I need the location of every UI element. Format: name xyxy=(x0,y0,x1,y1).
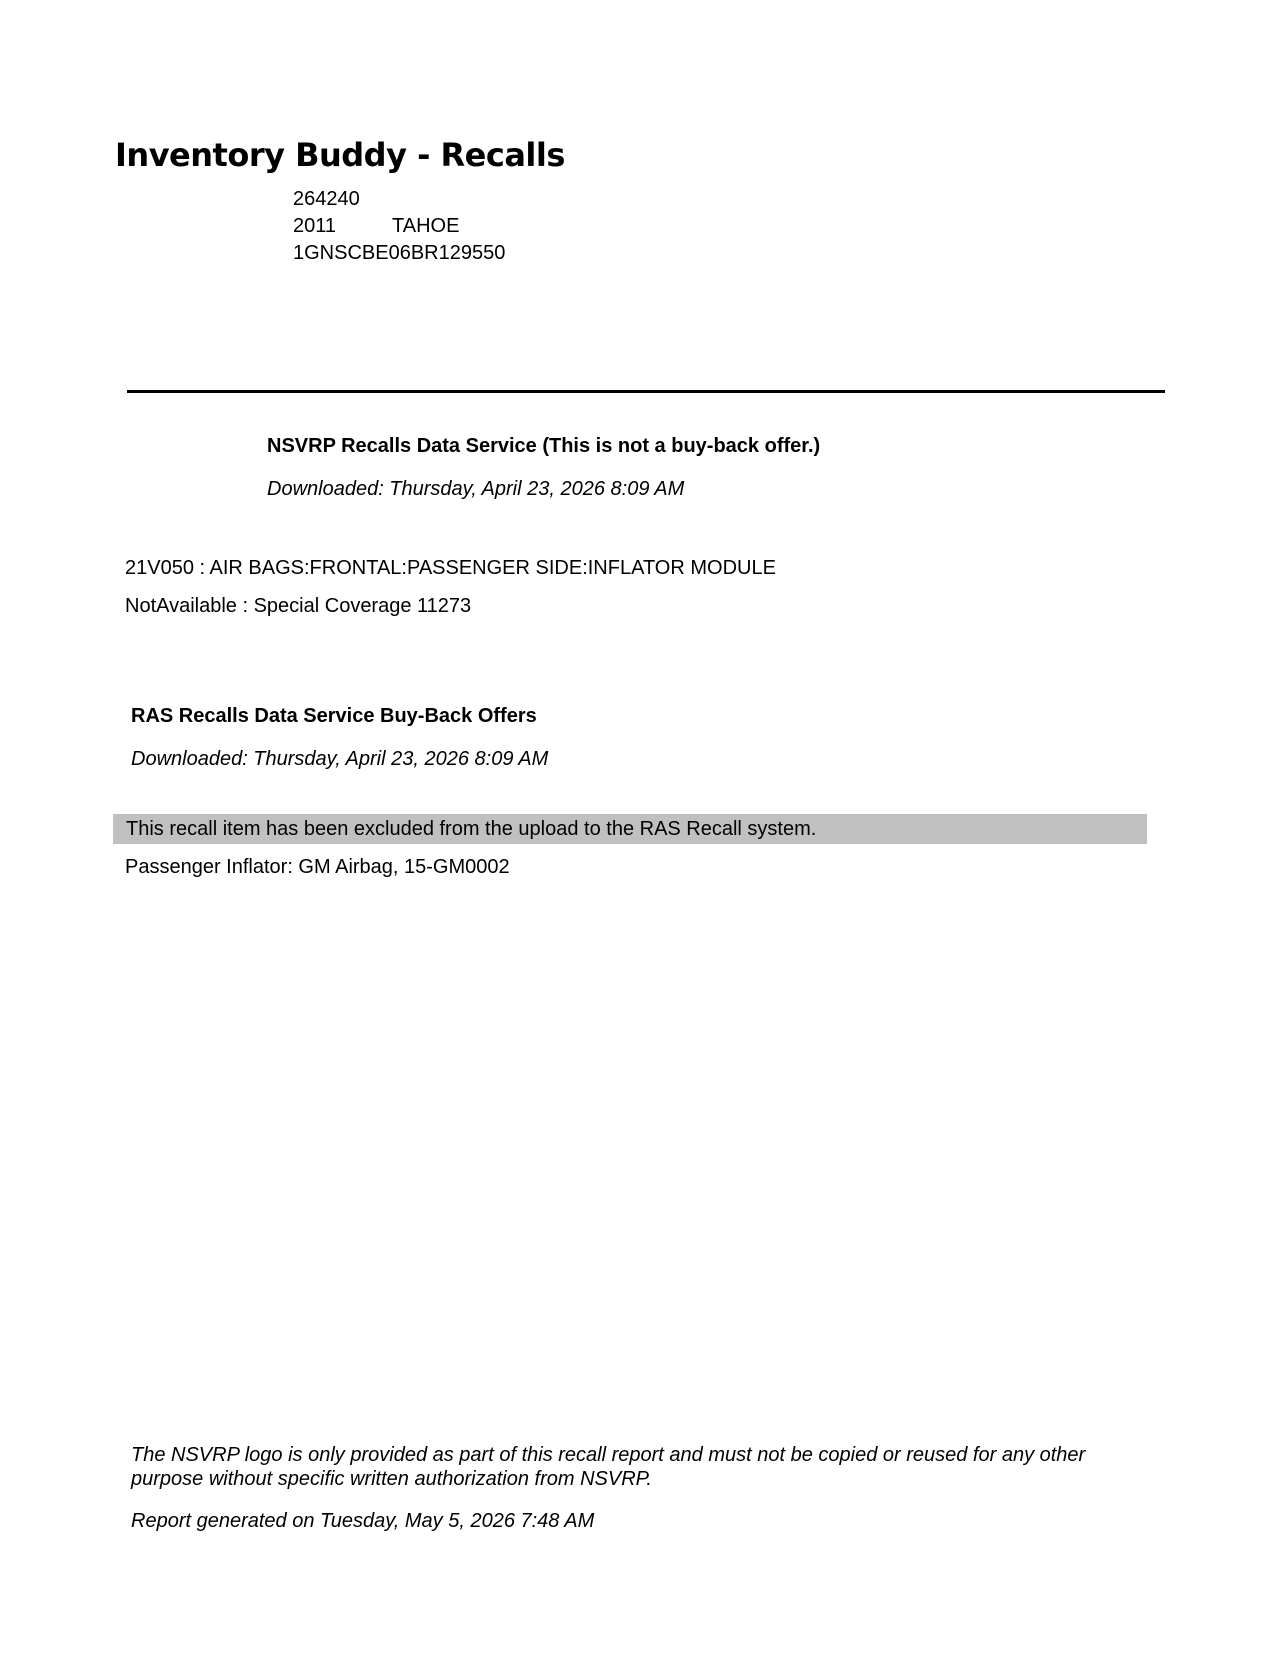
ras-recall-item: Passenger Inflator: GM Airbag, 15-GM0002 xyxy=(125,856,510,878)
stock-number-row xyxy=(0,187,700,213)
nsvrp-heading: NSVRP Recalls Data Service (This is not a buy-back offer.) xyxy=(267,435,821,457)
ras-heading: RAS Recalls Data Service Buy-Back Offers xyxy=(131,705,537,727)
vin-number-row xyxy=(0,241,700,267)
stock-number-value: 264240 xyxy=(293,188,360,210)
nsvrp-recall-item: NotAvailable : Special Coverage 11273 xyxy=(125,595,472,617)
section-divider xyxy=(127,390,1165,393)
vin-number-value: 1GNSCBE06BR129550 xyxy=(293,242,506,264)
page-title: Inventory Buddy - Recalls xyxy=(115,136,565,174)
model-value: TAHOE xyxy=(392,215,460,237)
ras-downloaded: Downloaded: Thursday, April 23, 2026 8:09 AM xyxy=(131,748,549,770)
logo-disclaimer: The NSVRP logo is only provided as part of this recall report and must not be copied or reused for any other purpose without specific written authorization from NSVRP. xyxy=(131,1444,1086,1490)
excluded-notice-text: This recall item has been excluded from the upload to the RAS Recall system. xyxy=(126,818,817,840)
excluded-notice-bar xyxy=(113,814,1147,844)
nsvrp-downloaded: Downloaded: Thursday, April 23, 2026 8:09 AM xyxy=(267,478,685,500)
year-model-row xyxy=(0,214,700,240)
nsvrp-recall-item: 21V050 : AIR BAGS:FRONTAL:PASSENGER SIDE:INFLATOR MODULE xyxy=(125,557,776,579)
year-value: 2011 xyxy=(293,215,337,237)
report-generated: Report generated on Tuesday, May 5, 2026 7:48 AM xyxy=(131,1510,595,1532)
